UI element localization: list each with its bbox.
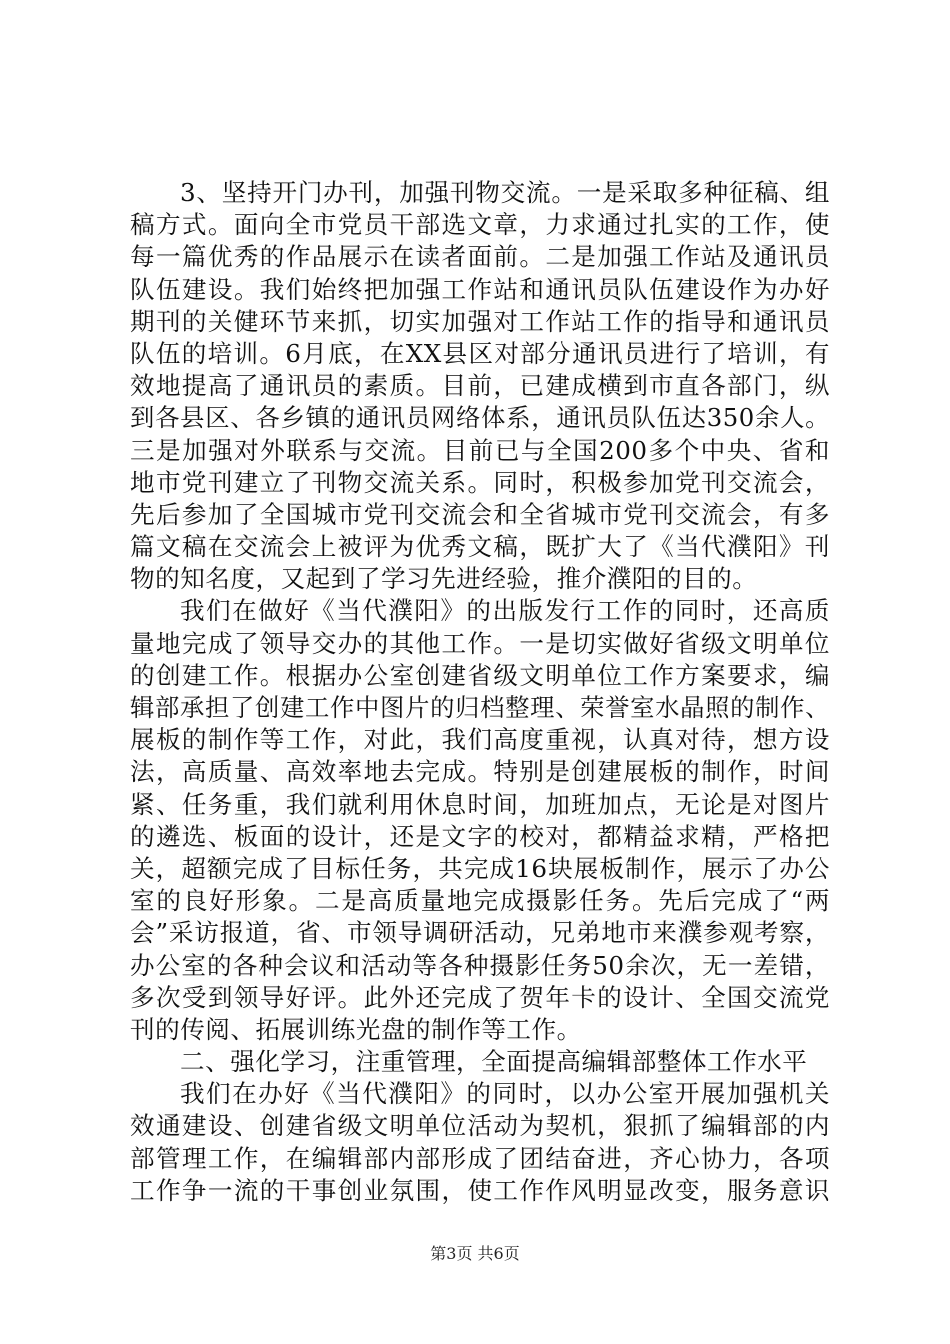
document-body	[130, 177, 830, 1207]
text-line: 工作争一流的干事创业氛围，使工作作风明显改变，服务意识	[130, 1175, 830, 1205]
text-line: 物的知名度，又起到了学习先进经验，推介濮阳的目的。	[130, 564, 758, 594]
text-line: 三是加强对外联系与交流。目前已与全国200多个中央、省和	[130, 435, 830, 465]
text-line: 关，超额完成了目标任务，共完成16块展板制作，展示了办公	[130, 853, 830, 883]
text-line: 篇文稿在交流会上被评为优秀文稿，既扩大了《当代濮阳》刊	[130, 532, 830, 562]
text-line: 部管理工作，在编辑部内部形成了团结奋进，齐心协力，各项	[130, 1143, 830, 1173]
text-line: 的创建工作。根据办公室创建省级文明单位工作方案要求，编	[130, 660, 830, 690]
text-line: 我们在做好《当代濮阳》的出版发行工作的同时，还高质	[180, 596, 830, 626]
text-line: 辑部承担了创建工作中图片的归档整理、荣誉室水晶照的制作、	[130, 693, 830, 722]
text-line: 队伍的培训。6月底，在XX县区对部分通讯员进行了培训，有	[130, 338, 830, 368]
text-line: 到各县区、各乡镇的通讯员网络体系，通讯员队伍达350余人。	[130, 403, 830, 433]
text-line: 队伍建设。我们始终把加强工作站和通讯员队伍建设作为办好	[130, 274, 830, 304]
text-line: 办公室的各种会议和活动等各种摄影任务50余次，无一差错，	[130, 950, 830, 980]
section-heading: 二、强化学习，注重管理，全面提高编辑部整体工作水平	[180, 1047, 808, 1077]
page-number: 第3页 共6页	[430, 1244, 520, 1263]
text-line: 期刊的关健环节来抓，切实加强对工作站工作的指导和通讯员	[130, 306, 830, 336]
text-line: 效通建设、创建省级文明单位活动为契机，狠抓了编辑部的内	[130, 1111, 830, 1141]
text-line: 多次受到领导好评。此外还完成了贺年卡的设计、全国交流党	[130, 982, 830, 1012]
text-line: 地市党刊建立了刊物交流关系。同时，积极参加党刊交流会，	[130, 467, 830, 497]
text-line: 3、坚持开门办刊，加强刊物交流。一是采取多种征稿、组	[180, 178, 830, 207]
text-line: 的遴选、板面的设计，还是文字的校对，都精益求精，严格把	[130, 821, 830, 851]
text-line: 刊的传阅、拓展训练光盘的制作等工作。	[130, 1014, 582, 1044]
text-line: 稿方式。面向全市党员干部选文章，力求通过扎实的工作，使	[130, 210, 830, 240]
text-line: 量地完成了领导交办的其他工作。一是切实做好省级文明单位	[130, 628, 830, 658]
text-line: 先后参加了全国城市党刊交流会和全省城市党刊交流会，有多	[130, 499, 830, 529]
text-line: 展板的制作等工作，对此，我们高度重视，认真对待，想方设	[130, 725, 830, 755]
text-line: 每一篇优秀的作品展示在读者面前。二是加强工作站及通讯员	[130, 242, 830, 272]
text-line: 会”采访报道，省、市领导调研活动，兄弟地市来濮参观考察，	[130, 918, 830, 948]
text-line: 法，高质量、高效率地去完成。特别是创建展板的制作，时间	[130, 757, 830, 787]
text-line: 效地提高了通讯员的素质。目前，已建成横到市直各部门，纵	[130, 371, 830, 401]
text-line: 紧、任务重，我们就利用休息时间，加班加点，无论是对图片	[130, 789, 830, 819]
text-line: 室的良好形象。二是高质量地完成摄影任务。先后完成了“两	[130, 886, 830, 916]
text-line: 我们在办好《当代濮阳》的同时，以办公室开展加强机关	[180, 1079, 830, 1109]
